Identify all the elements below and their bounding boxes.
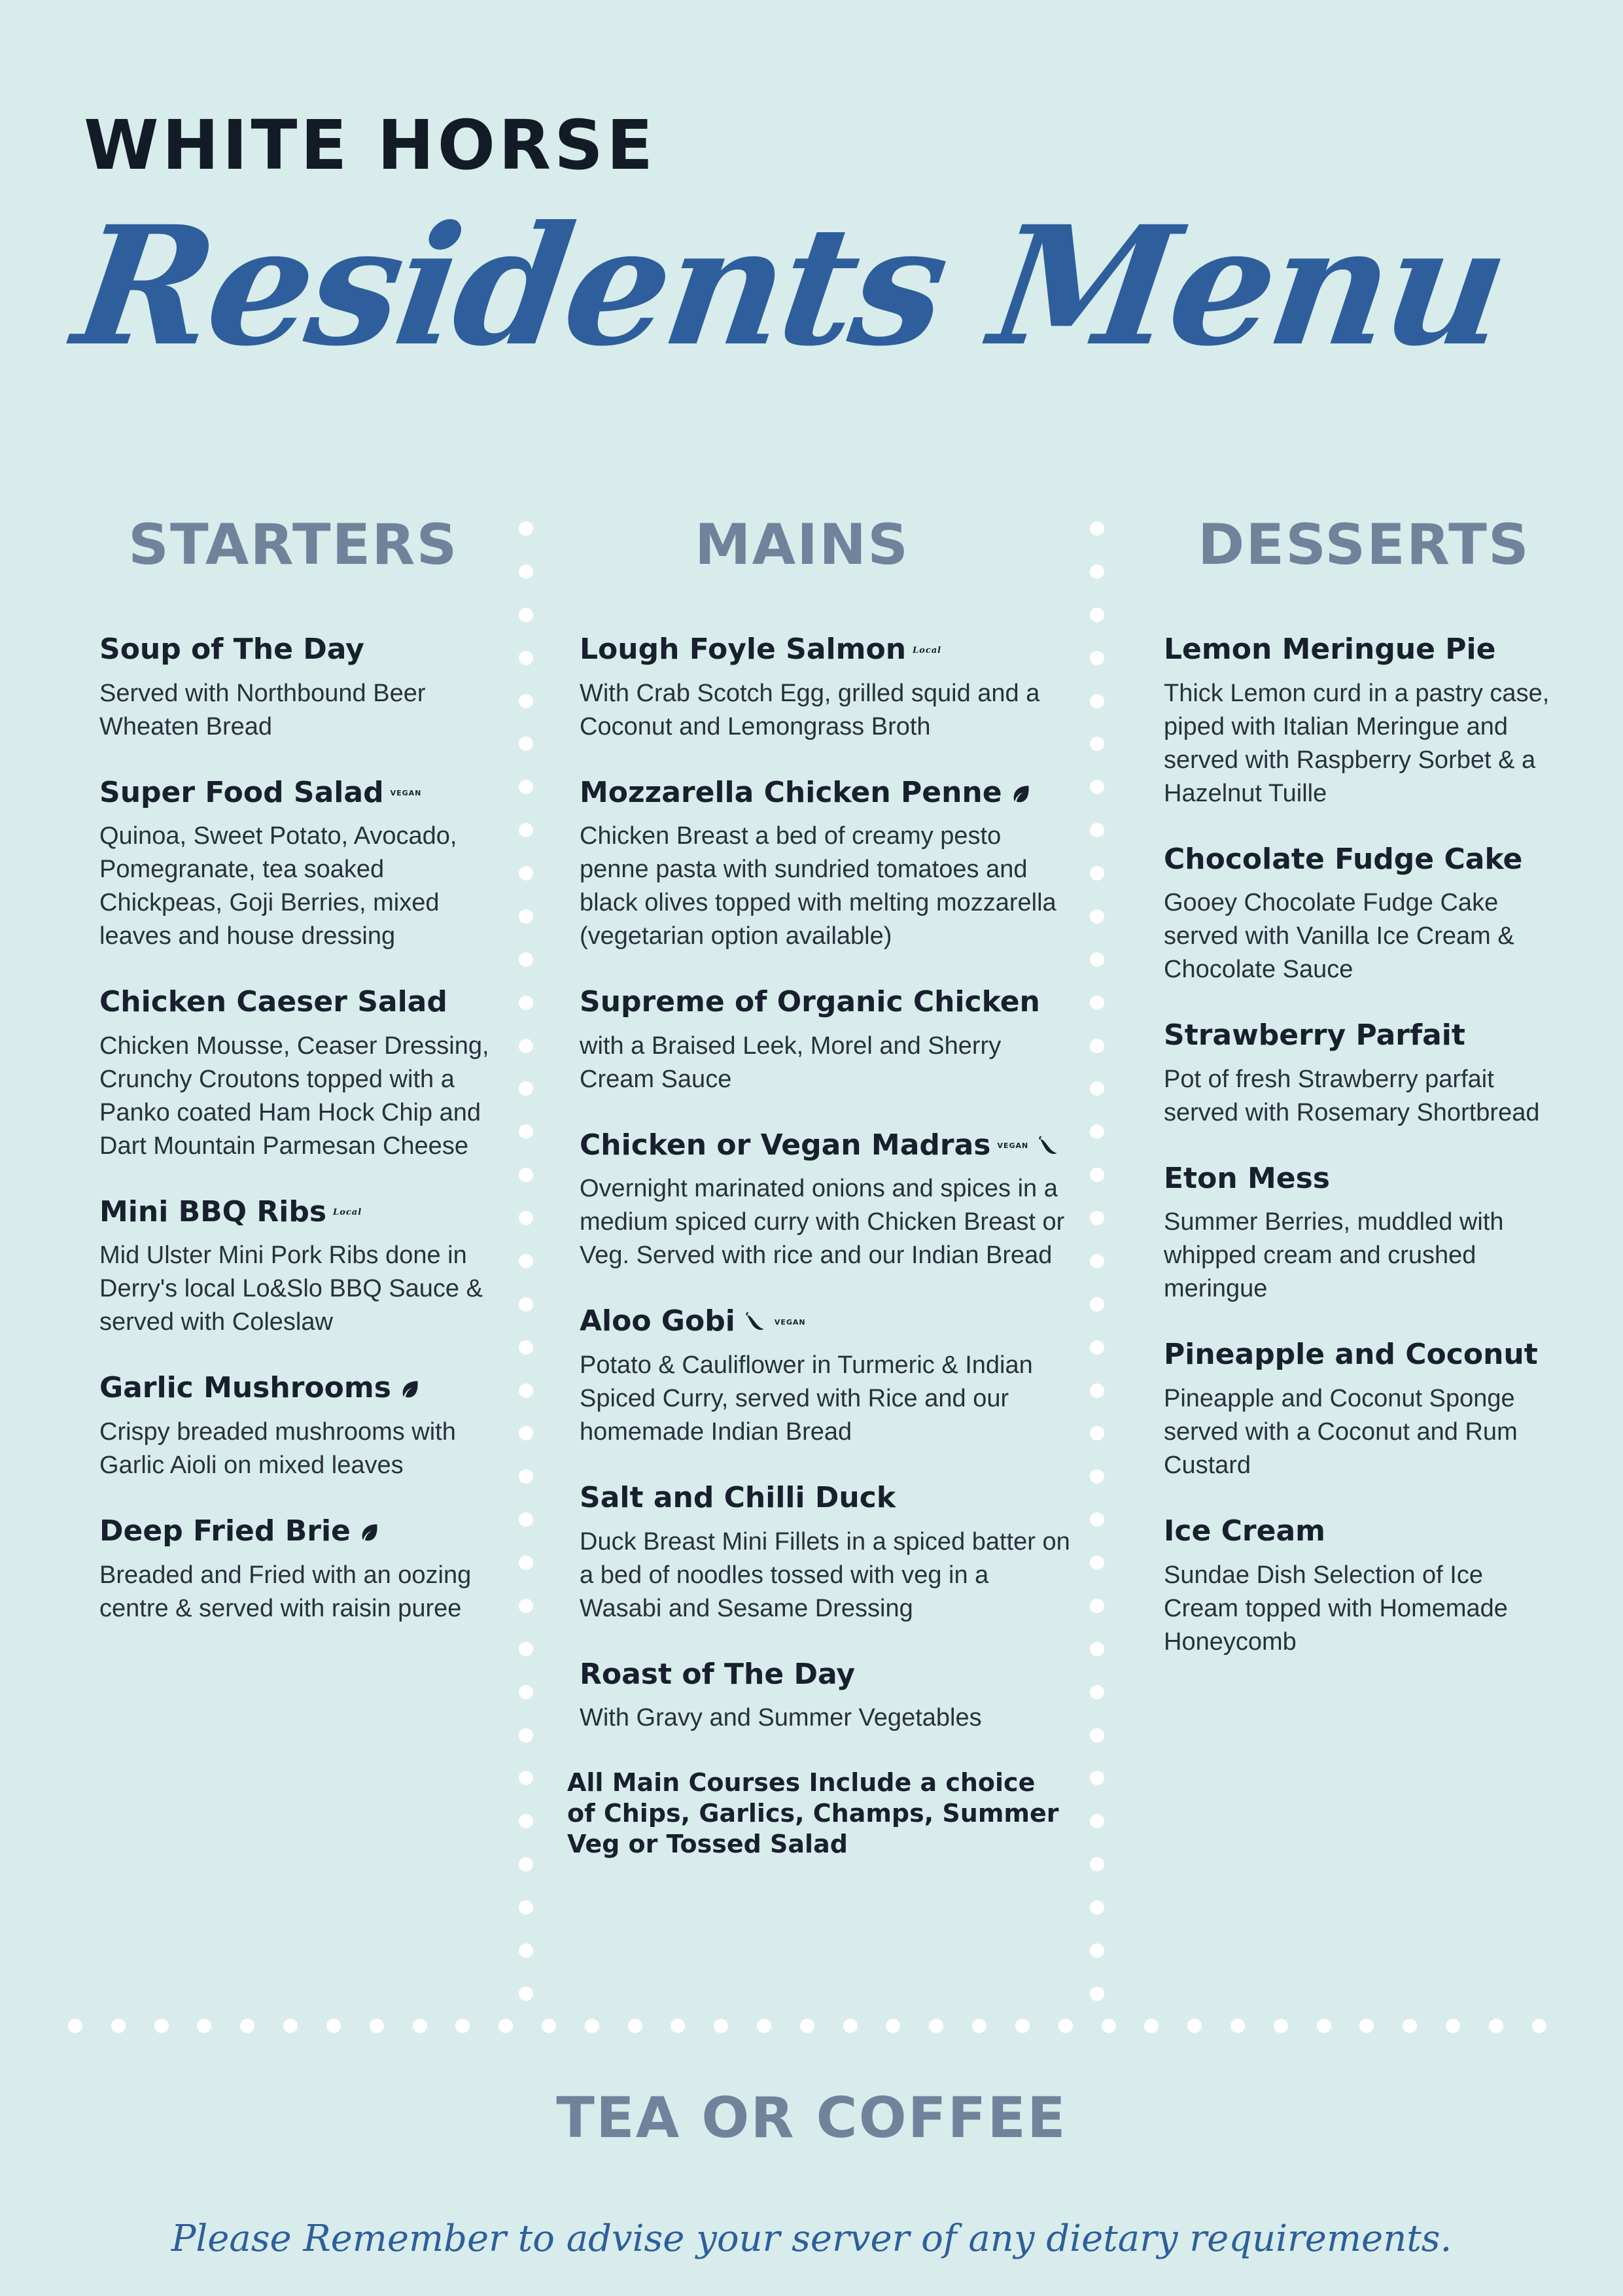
divider-dot bbox=[519, 1081, 533, 1096]
divider-dot bbox=[519, 1383, 533, 1398]
divider-dot bbox=[519, 1426, 533, 1440]
item-description: Crispy breaded mushrooms with Garlic Aioli on mixed leaves bbox=[99, 1418, 456, 1479]
divider-dot bbox=[240, 2019, 254, 2033]
divider-dot bbox=[519, 1039, 533, 1053]
divider-dot bbox=[1187, 2019, 1202, 2033]
divider-dot bbox=[1317, 2019, 1331, 2033]
item-description: Overnight marinated onions and spices in a medium spiced curry with Chicken Breast or Veg. Served with rice and our Indian Bread bbox=[580, 1175, 1065, 1270]
divider-dot bbox=[519, 1340, 533, 1355]
divider-dot bbox=[370, 2019, 384, 2033]
menu-item bbox=[580, 1129, 1077, 1273]
item-title: Salt and Chilli Duck bbox=[580, 1480, 896, 1514]
menu-item bbox=[99, 633, 508, 744]
divider-dot bbox=[1090, 521, 1104, 536]
item-title: Mini BBQ Ribs Local bbox=[99, 1194, 362, 1228]
divider-dot bbox=[519, 1211, 533, 1225]
divider-dot bbox=[542, 2019, 556, 2033]
divider-dot bbox=[1090, 1469, 1104, 1484]
divider-dot bbox=[519, 1254, 533, 1268]
divider-dot bbox=[111, 2019, 126, 2033]
item-description: Potato & Cauliflower in Turmeric & Indian Spiced Curry, served with Rice and our homemade Indian Bread bbox=[580, 1351, 1033, 1446]
divider-dot bbox=[1144, 2019, 1159, 2033]
item-title: Supreme of Organic Chicken bbox=[580, 985, 1040, 1019]
item-description: Chicken Mousse, Ceaser Dressing, Crunchy Croutons topped with a Panko coated Ham Hock Chip and Dart Mountain Parmesan Cheese bbox=[99, 1032, 489, 1160]
menu-item bbox=[1164, 1515, 1556, 1659]
item-title: Strawberry Parfait bbox=[1164, 1018, 1465, 1052]
divider-dot bbox=[1090, 1039, 1104, 1053]
divider-dot bbox=[1090, 1168, 1104, 1182]
divider-dot bbox=[154, 2019, 169, 2033]
divider-dot bbox=[519, 1987, 533, 2001]
item-description: Sundae Dish Selection of Ice Cream topped with Homemade Honeycomb bbox=[1164, 1561, 1508, 1656]
divider-dot bbox=[1090, 1081, 1104, 1096]
divider-dot bbox=[197, 2019, 211, 2033]
divider-dot bbox=[1090, 1556, 1104, 1570]
desserts-column bbox=[1164, 512, 1556, 1692]
divider-dot bbox=[1090, 952, 1104, 967]
vegan-badge: VEGAN bbox=[774, 1318, 806, 1327]
menu-item bbox=[99, 1196, 508, 1340]
item-title: Roast of The Day bbox=[580, 1657, 856, 1691]
item-title: Lough Foyle Salmon Local bbox=[580, 633, 942, 666]
divider-dot bbox=[1090, 1642, 1104, 1656]
divider-dot bbox=[585, 2019, 599, 2033]
menu-item bbox=[580, 1482, 1077, 1626]
item-description: with a Braised Leek, Morel and Sherry Cream Sauce bbox=[580, 1032, 1002, 1093]
column-divider-left bbox=[519, 521, 533, 2001]
divider-dot bbox=[498, 2019, 513, 2033]
item-description: Pineapple and Coconut Sponge served with a Coconut and Rum Custard bbox=[1164, 1384, 1518, 1479]
divider-dot bbox=[1102, 2019, 1116, 2033]
divider-dot bbox=[519, 1728, 533, 1743]
item-description: Pot of fresh Strawberry parfait served with Rosemary Shortbread bbox=[1164, 1065, 1540, 1126]
dietary-reminder: Please Remember to advise your server of any dietary requirements. bbox=[171, 2218, 1452, 2260]
divider-dot bbox=[413, 2019, 427, 2033]
divider-dot bbox=[519, 1297, 533, 1312]
divider-dot bbox=[1090, 737, 1104, 751]
divider-dot bbox=[1090, 1340, 1104, 1355]
divider-dot bbox=[1090, 1943, 1104, 1958]
menu-item bbox=[99, 986, 508, 1163]
divider-dot bbox=[1090, 1814, 1104, 1828]
divider-dot bbox=[519, 1469, 533, 1484]
menu-item bbox=[1164, 1162, 1556, 1306]
divider-dot bbox=[1446, 2019, 1460, 2033]
divider-dot bbox=[519, 780, 533, 794]
item-title: Garlic Mushrooms bbox=[99, 1372, 508, 1405]
divider-dot bbox=[519, 1900, 533, 1915]
divider-dot bbox=[519, 866, 533, 880]
menu-item bbox=[1164, 1338, 1556, 1482]
mains-heading: MAINS bbox=[695, 512, 910, 578]
divider-dot bbox=[628, 2019, 642, 2033]
divider-dot bbox=[1090, 565, 1104, 579]
divider-dot bbox=[1015, 2019, 1030, 2033]
spicy-chilli-icon bbox=[743, 1312, 768, 1334]
vegetarian-leaf-icon bbox=[1010, 783, 1032, 805]
divider-dot bbox=[1230, 2019, 1245, 2033]
vegan-badge: VEGAN bbox=[390, 789, 422, 798]
mains-sides-note: All Main Courses Include a choice of Chips, Garlics, Champs, Summer Veg or Tossed Salad bbox=[567, 1768, 1059, 1859]
starters-heading: STARTERS bbox=[128, 512, 459, 578]
divider-dot bbox=[1090, 780, 1104, 794]
footer-divider bbox=[68, 2019, 1546, 2033]
item-title: Chicken Caeser Salad bbox=[99, 985, 447, 1019]
divider-dot bbox=[519, 1857, 533, 1871]
item-title: Soup of The Day bbox=[99, 633, 364, 666]
vegan-badge: VEGAN bbox=[997, 1141, 1029, 1151]
divider-dot bbox=[757, 2019, 771, 2033]
item-description: With Crab Scotch Egg, grilled squid and a Coconut and Lemongrass Broth bbox=[580, 679, 1040, 740]
divider-dot bbox=[519, 1599, 533, 1613]
menu-item bbox=[99, 776, 508, 954]
item-description: Breaded and Fried with an oozing centre & served with raisin puree bbox=[99, 1561, 472, 1622]
divider-dot bbox=[1090, 1987, 1104, 2001]
divider-dot bbox=[519, 651, 533, 665]
menu-item bbox=[580, 986, 1077, 1096]
vegetarian-leaf-icon bbox=[399, 1378, 421, 1400]
divider-dot bbox=[519, 1642, 533, 1656]
divider-dot bbox=[68, 2019, 82, 2033]
divider-dot bbox=[1359, 2019, 1374, 2033]
divider-dot bbox=[1090, 909, 1104, 924]
divider-dot bbox=[886, 2019, 900, 2033]
divider-dot bbox=[1489, 2019, 1503, 2033]
local-badge: Local bbox=[333, 1208, 362, 1218]
divider-dot bbox=[519, 1814, 533, 1828]
divider-dot bbox=[1090, 1124, 1104, 1139]
menu-item bbox=[99, 1372, 508, 1482]
menu-item bbox=[99, 1515, 508, 1626]
divider-dot bbox=[1090, 823, 1104, 837]
item-description: Served with Northbound Beer Wheaten Bread bbox=[99, 679, 426, 740]
item-title: Lemon Meringue Pie bbox=[1164, 633, 1496, 666]
divider-dot bbox=[519, 996, 533, 1010]
local-badge: Local bbox=[913, 645, 942, 655]
item-title: Ice Cream bbox=[1164, 1514, 1325, 1548]
item-description: Quinoa, Sweet Potato, Avocado, Pomegranate, tea soaked Chickpeas, Goji Berries, mixed leaves and house dressing bbox=[99, 822, 457, 950]
item-title: Pineapple and Coconut bbox=[1164, 1338, 1538, 1372]
divider-dot bbox=[519, 909, 533, 924]
divider-dot bbox=[519, 1168, 533, 1182]
item-title: Mozzarella Chicken Penne bbox=[580, 776, 1077, 810]
menu-item bbox=[580, 633, 1077, 744]
divider-dot bbox=[1090, 1900, 1104, 1915]
desserts-list bbox=[1164, 633, 1556, 1659]
menu-item bbox=[580, 776, 1077, 954]
item-title: Deep Fried Brie bbox=[99, 1515, 508, 1548]
item-description: Thick Lemon curd in a pastry case, piped with Italian Meringue and served with Raspberry Sorbet & a Hazelnut Tuille bbox=[1164, 679, 1550, 807]
divider-dot bbox=[1090, 1383, 1104, 1398]
menu-item bbox=[580, 1305, 1077, 1449]
divider-dot bbox=[1090, 996, 1104, 1010]
divider-dot bbox=[519, 1943, 533, 1958]
item-description: Chicken Breast a bed of creamy pesto penne pasta with sundried tomatoes and black olives topped with melting mozzarella (vegetarian option available) bbox=[580, 822, 1056, 950]
item-description: Mid Ulster Mini Pork Ribs done in Derry's local Lo&Slo BBQ Sauce & served with Coleslaw bbox=[99, 1242, 483, 1336]
divider-dot bbox=[1090, 1211, 1104, 1225]
column-divider-right bbox=[1090, 521, 1104, 2001]
divider-dot bbox=[1090, 1512, 1104, 1527]
divider-dot bbox=[519, 1124, 533, 1139]
item-title: Chicken or Vegan Madras VEGAN bbox=[580, 1129, 1077, 1162]
item-description: With Gravy and Summer Vegetables bbox=[580, 1704, 982, 1732]
divider-dot bbox=[1090, 1297, 1104, 1312]
menu-title: Residents Menu bbox=[64, 190, 1516, 382]
divider-dot bbox=[519, 565, 533, 579]
divider-dot bbox=[519, 521, 533, 536]
brand-name: WHITE HORSE bbox=[84, 105, 657, 185]
divider-dot bbox=[283, 2019, 298, 2033]
item-description: Gooey Chocolate Fudge Cake served with Vanilla Ice Cream & Chocolate Sauce bbox=[1164, 889, 1514, 984]
divider-dot bbox=[455, 2019, 470, 2033]
divider-dot bbox=[1274, 2019, 1288, 2033]
divider-dot bbox=[519, 1556, 533, 1570]
divider-dot bbox=[519, 823, 533, 837]
mains-list bbox=[580, 633, 1077, 1735]
divider-dot bbox=[1090, 1685, 1104, 1699]
item-title: Eton Mess bbox=[1164, 1161, 1330, 1195]
divider-dot bbox=[519, 737, 533, 751]
vegetarian-leaf-icon bbox=[358, 1522, 381, 1544]
mains-column bbox=[567, 512, 1077, 1860]
divider-dot bbox=[1090, 651, 1104, 665]
tea-or-coffee-heading: TEA OR COFFEE bbox=[556, 2085, 1067, 2151]
divider-dot bbox=[326, 2019, 341, 2033]
divider-dot bbox=[519, 1512, 533, 1527]
spicy-chilli-icon bbox=[1036, 1136, 1061, 1158]
divider-dot bbox=[519, 694, 533, 708]
divider-dot bbox=[929, 2019, 943, 2033]
divider-dot bbox=[1090, 1728, 1104, 1743]
desserts-heading: DESSERTS bbox=[1198, 512, 1530, 578]
item-description: Duck Breast Mini Fillets in a spiced batter on a bed of noodles tossed with veg in a Wasabi and Sesame Dressing bbox=[580, 1527, 1070, 1622]
divider-dot bbox=[519, 952, 533, 967]
divider-dot bbox=[519, 1771, 533, 1785]
divider-dot bbox=[800, 2019, 814, 2033]
item-title: Super Food Salad VEGAN bbox=[99, 775, 422, 809]
divider-dot bbox=[972, 2019, 986, 2033]
divider-dot bbox=[1090, 694, 1104, 708]
divider-dot bbox=[1090, 866, 1104, 880]
menu-item bbox=[1164, 843, 1556, 987]
divider-dot bbox=[1090, 1426, 1104, 1440]
menu-item bbox=[1164, 1019, 1556, 1130]
divider-dot bbox=[1532, 2019, 1546, 2033]
divider-dot bbox=[1090, 1771, 1104, 1785]
divider-dot bbox=[1090, 1857, 1104, 1871]
menu-item bbox=[580, 1658, 1077, 1735]
divider-dot bbox=[1058, 2019, 1073, 2033]
divider-dot bbox=[1090, 608, 1104, 622]
divider-dot bbox=[843, 2019, 858, 2033]
item-title: Aloo Gobi VEGAN bbox=[580, 1304, 806, 1338]
divider-dot bbox=[519, 608, 533, 622]
divider-dot bbox=[1403, 2019, 1417, 2033]
divider-dot bbox=[519, 1685, 533, 1699]
item-description: Summer Berries, muddled with whipped cream and crushed meringue bbox=[1164, 1208, 1504, 1303]
starters-list bbox=[99, 633, 508, 1626]
menu-item bbox=[1164, 633, 1556, 810]
divider-dot bbox=[671, 2019, 685, 2033]
divider-dot bbox=[714, 2019, 728, 2033]
item-title: Chocolate Fudge Cake bbox=[1164, 842, 1523, 876]
divider-dot bbox=[1090, 1254, 1104, 1268]
divider-dot bbox=[1090, 1599, 1104, 1613]
starters-column bbox=[99, 512, 508, 1658]
